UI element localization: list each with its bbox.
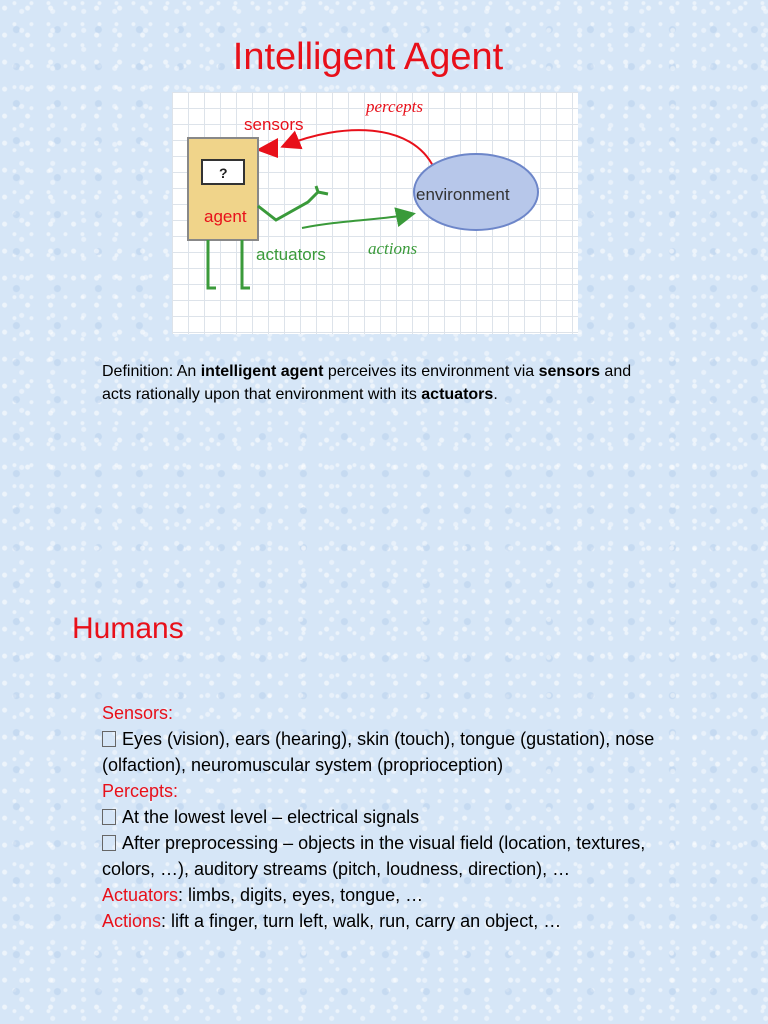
actuators-label: actuators [256,245,326,264]
environment-label: environment [416,185,510,204]
sensors-item-text: Eyes (vision), ears (hearing), skin (touch), tongue (gustation), nose (olfaction), neuromuscular system (proprioception) [102,729,655,775]
actions-heading: Actions [102,911,162,931]
agent-environment-diagram [172,92,578,334]
sensors-label: sensors [244,115,304,134]
bullet-icon [102,809,116,825]
percepts-item-2 [102,830,672,882]
sensor-triangle-icon [256,138,278,158]
definition-suffix: . [493,386,498,403]
sensors-item [102,726,672,778]
bullet-icon [102,835,116,851]
humans-details [102,700,672,934]
term-actuators: actuators [421,386,494,403]
percepts-arrow [284,130,434,168]
term-intelligent-agent: intelligent agent [200,363,324,380]
actions-line [102,908,672,934]
actions-label: actions [368,239,418,258]
definition-mid2: and acts rationally upon that environment with its [102,363,632,403]
agent-label: agent [204,207,247,226]
actuators-line [102,882,672,908]
percepts-label: percepts [366,97,423,116]
percepts-heading: Percepts: [102,781,179,801]
agent-screen-symbol: ? [219,165,228,181]
humans-title: Humans [72,612,184,645]
percepts-item-2-text: After preprocessing – objects in the visual field (location, textures, colors, …), auditory streams (pitch, loudness, direction), … [102,833,646,879]
slide-title: Intelligent Agent [232,36,504,78]
agent-legs [208,240,250,288]
term-sensors: sensors [538,363,600,380]
actions-arrow [302,214,412,228]
definition-text [102,360,662,406]
bullet-icon [102,731,116,747]
agent-arm [258,186,328,220]
actuators-heading: Actuators [102,885,179,905]
definition-mid1: perceives its environment via [323,363,539,380]
sensors-heading: Sensors: [102,703,174,723]
actuators-text: : limbs, digits, eyes, tongue, … [178,885,424,905]
actions-text: : lift a finger, turn left, walk, run, carry an object, … [161,911,562,931]
percepts-item-1 [102,804,672,830]
percepts-item-1-text: At the lowest level – electrical signals [122,807,420,827]
definition-prefix: Definition: An [102,363,201,380]
